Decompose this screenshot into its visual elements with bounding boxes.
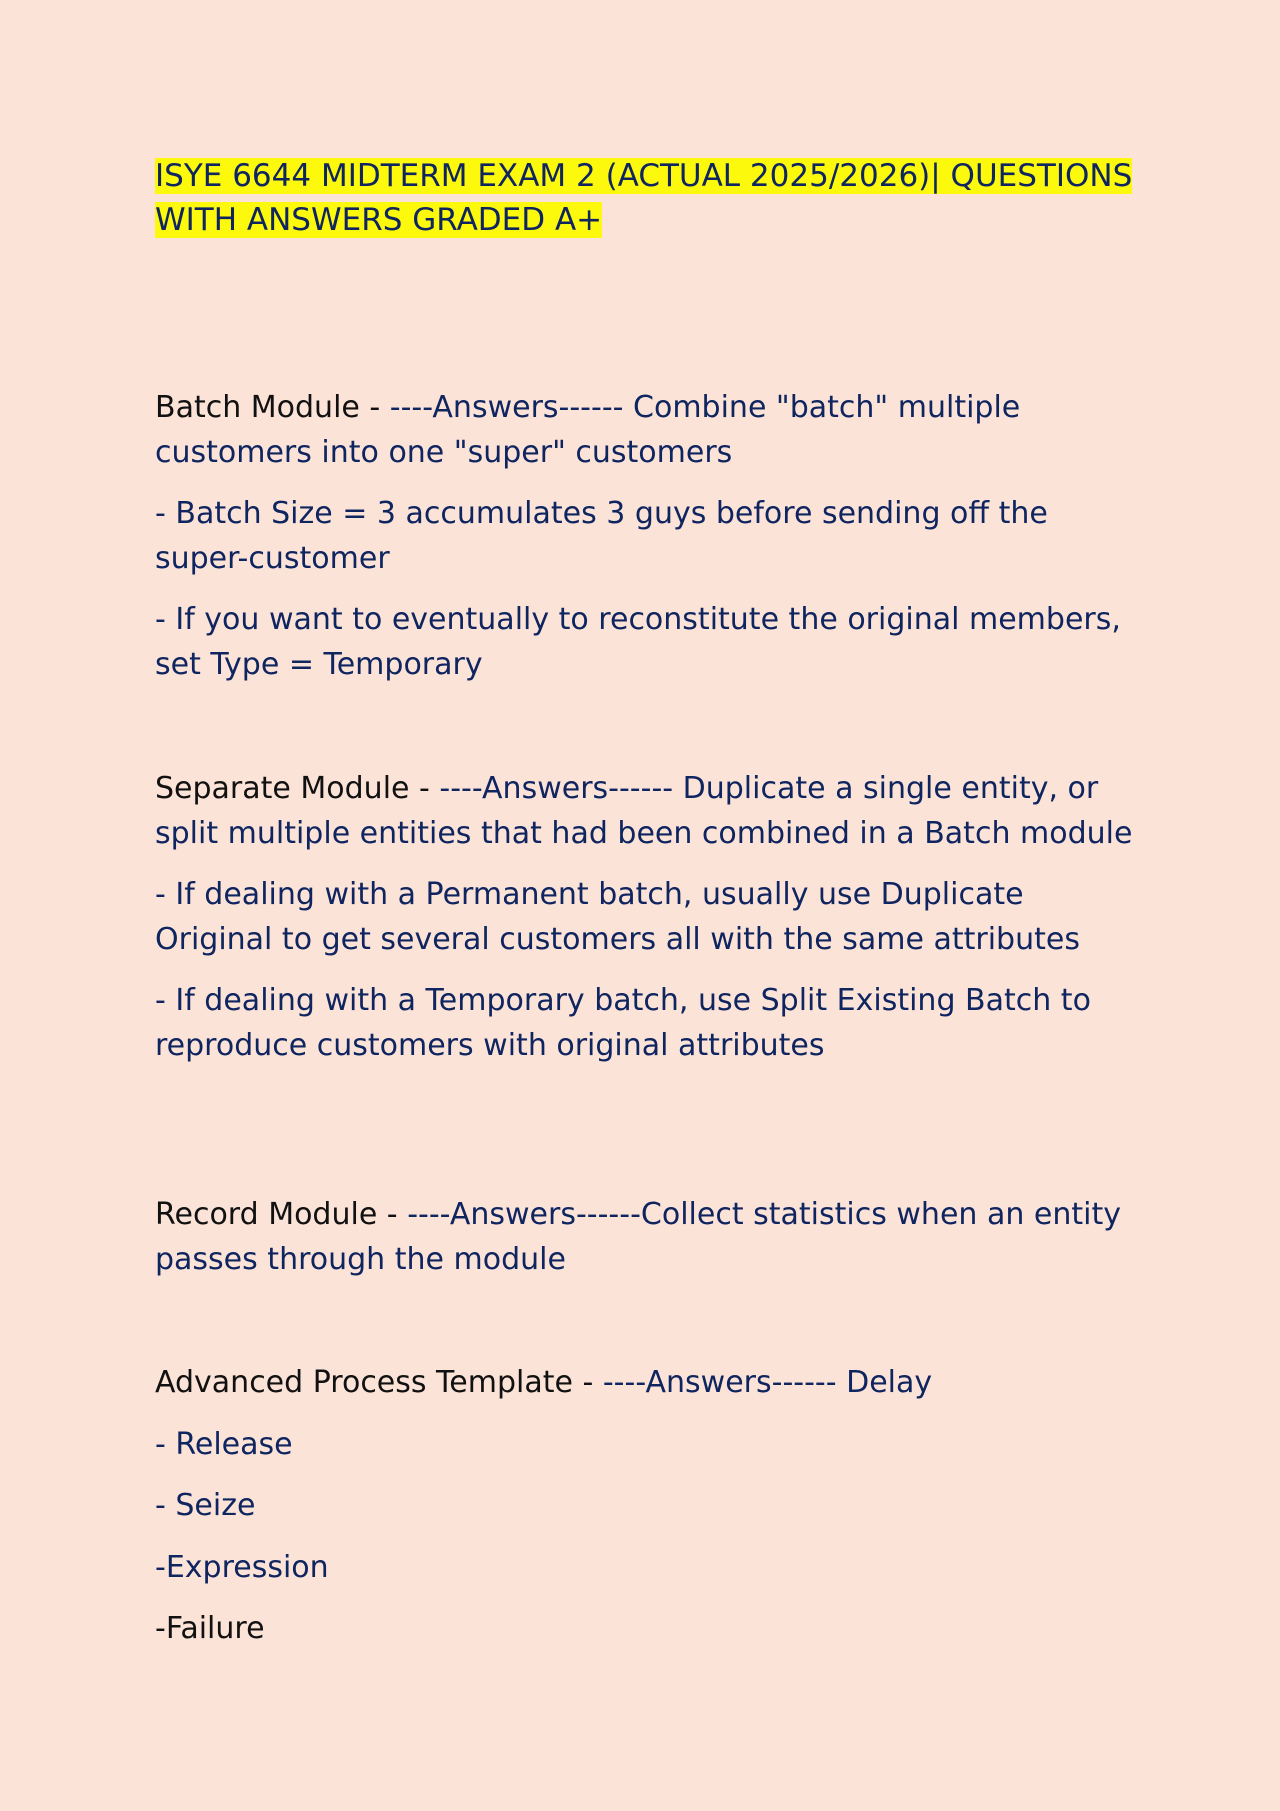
entry-term: Batch Module -	[155, 390, 390, 425]
answer-bullet: - Batch Size = 3 accumulates 3 guys before sending off the super-customer	[155, 496, 1048, 576]
answer-bullet: -Failure	[155, 1611, 265, 1646]
entry-record-module	[155, 1193, 1135, 1299]
answer-text: Duplicate a single entity, or split multiple entities that had been combined in a Batch module	[155, 771, 1133, 851]
entry-term: Separate Module -	[155, 771, 440, 806]
entry-batch-module	[155, 386, 1135, 704]
entry-separate-module	[155, 767, 1135, 1085]
answer-tag: ----Answers------	[439, 771, 674, 806]
answer-bullet: - Release	[155, 1426, 293, 1462]
entry-question-answer	[155, 767, 1135, 856]
entry-term: Record Module -	[155, 1197, 408, 1232]
answer-text: Delay	[836, 1365, 933, 1400]
answer-bullet: - If dealing with a Permanent batch, usually use Duplicate Original to get several customers all with the same attributes	[155, 877, 1080, 957]
answer-tag: ----Answers------	[602, 1365, 837, 1400]
entry-term: Advanced Process Template -	[155, 1365, 603, 1400]
entry-question-answer	[155, 386, 1135, 475]
document-title	[155, 154, 1135, 242]
entry-question-answer	[155, 1361, 1135, 1406]
answer-bullet: -Expression	[155, 1549, 329, 1585]
answer-bullet: - Seize	[155, 1488, 256, 1523]
answer-tag: ----Answers------	[389, 390, 624, 425]
answer-text: Combine "batch" multiple customers into one "super" customers	[155, 390, 1021, 470]
entry-question-answer	[155, 1193, 1135, 1282]
title-line-1: ISYE 6644 MIDTERM EXAM 2 (ACTUAL 2025/2026)| QUESTIONS	[155, 158, 1133, 194]
answer-tag: ----Answers------	[407, 1197, 641, 1232]
answer-text: Collect statistics when an entity passes through the module	[155, 1197, 1121, 1277]
answer-bullet: - If dealing with a Temporary batch, use Split Existing Batch to reproduce customers with original attributes	[155, 983, 1091, 1063]
answer-bullet: - If you want to eventually to reconstitute the original members, set Type = Temporary	[155, 602, 1121, 682]
entry-advanced-process-template	[155, 1361, 1135, 1669]
title-line-2: WITH ANSWERS GRADED A+	[155, 202, 603, 238]
